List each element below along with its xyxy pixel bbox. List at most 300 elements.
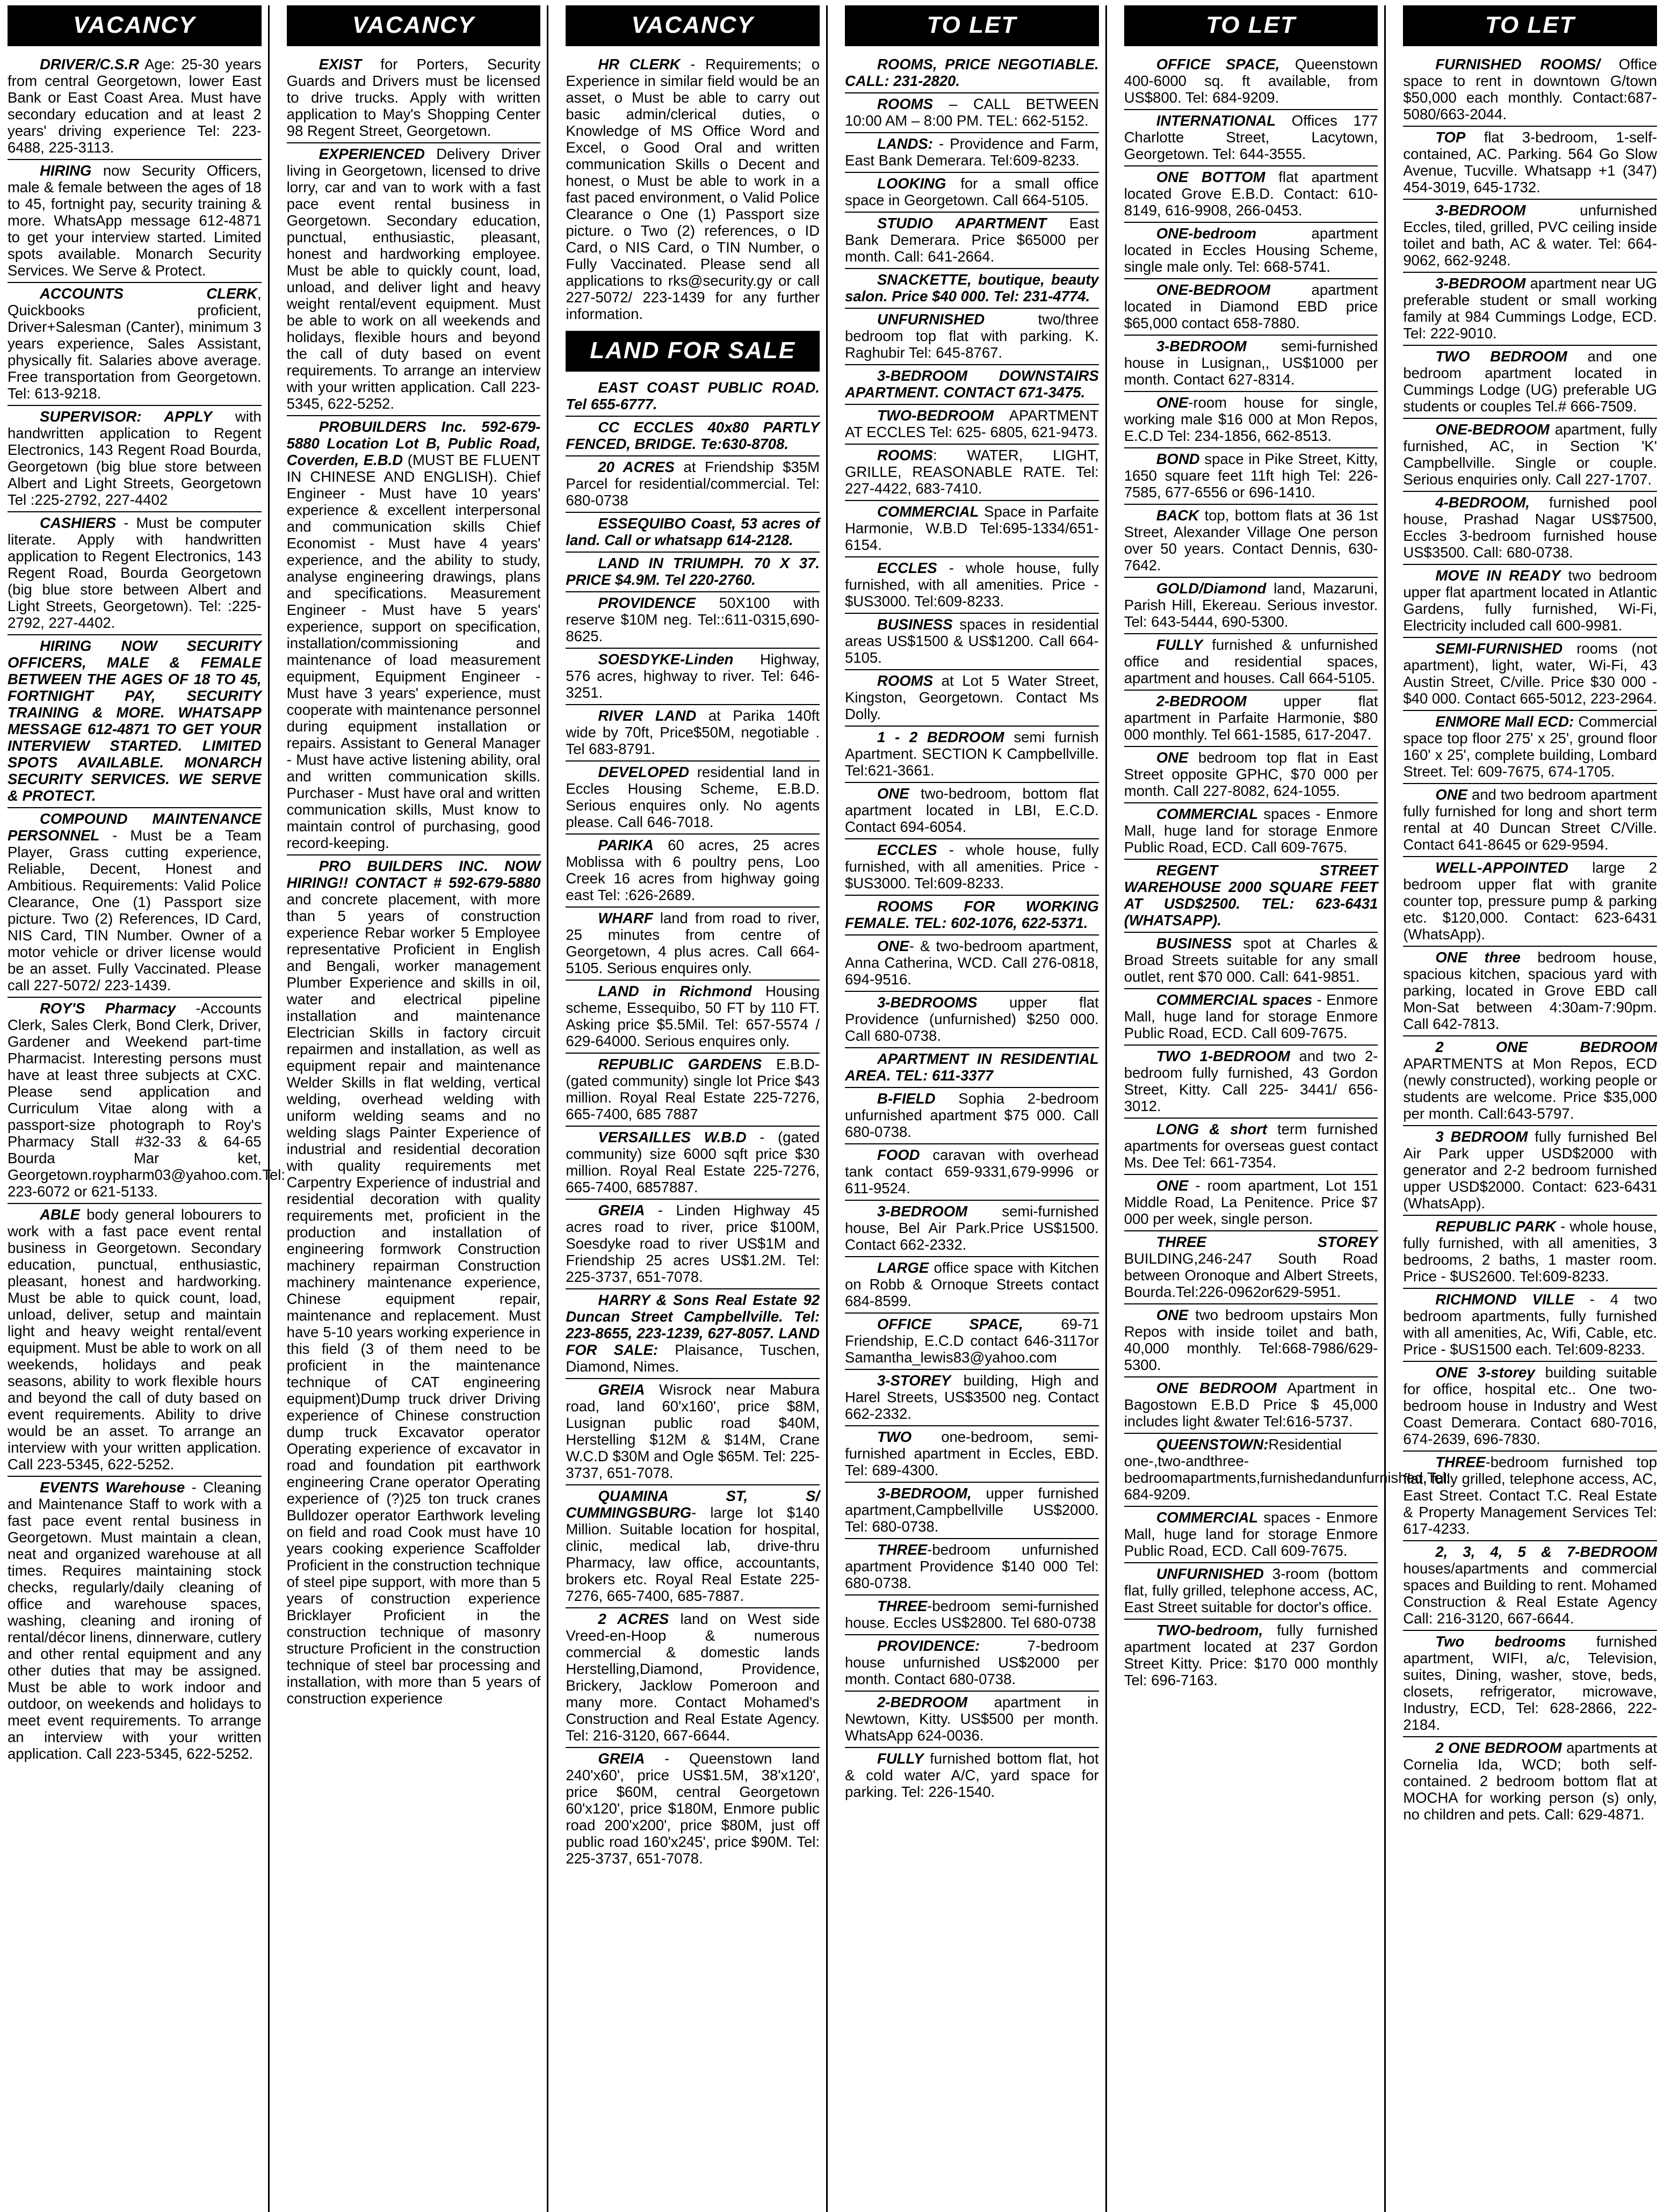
- ad-keyword: 2 ONE BEDROOM: [1435, 1039, 1658, 1055]
- ad-keyword: COMMERCIAL: [1156, 1509, 1258, 1526]
- ad-text: -Accounts Clerk, Sales Clerk, Bond Clerk, Driver, Gardener and Weekend part-time Pharmacist. Interesting persons must have at least three subjects at CXC. Please send application and Curriculum Vitae along with a passport-size photograph to Roy's Pharmacy Stall #32-33 & 64-65 Bourda Mar ket, Georgetown.roypharm03@yahoo.com.Tel: 223-6072 or 621-5133.: [8, 1000, 286, 1200]
- ad-text: flat 3-bedroom, 1-self-contained, AC. Parking. 564 Go Slow Avenue, Tucville. Whatsapp +1 (347) 454-3019, 645-1732.: [1403, 129, 1658, 195]
- ad-text: now Security Officers, male & female between the ages of 18 to 45, fortnight pay, security training & more. WhatsApp message 612-4871 to get your interview started. Limited spots available. Monarch Security Services. We Serve & Protect.: [8, 162, 262, 279]
- ad-keyword: SOESDYKE-Linden: [598, 651, 734, 668]
- classified-ad: [566, 1379, 820, 1485]
- ad-text: body general lobourers to work with a fast pace event rental business in Georgetown. Secondary education, punctual, enthusiastic, pleasant, honest and hardworking. Must be able to quick count, load, unload, deliver, setup and maintain light and heavy weight rental/event equipment. Must be able to work on all weekends, holidays and peak seasons, ability to work flexible hours and beyond the call of duty based on event requirements. Ability to drive would be an asset. To arrange an interview with your written application. Call 223-5345, 622-5252.: [8, 1206, 262, 1473]
- ad-keyword: 3 BEDROOM: [1435, 1128, 1528, 1145]
- ad-keyword: ONE: [877, 785, 909, 802]
- ad-text: - Must be a Team Player, Grass cutting experience, Reliable, Decent, Honest and Ambitious. Requirements: Valid Police Clearance, One (1) Passport size picture. Two (2) References, ID Card, NIS Card, TIN Number. Owner of a motor vehicle or driver license would be an asset. Fully Vaccinated. Please call 227-5072/ 223-1439.: [8, 827, 262, 993]
- ad-keyword: THREE: [877, 1541, 928, 1558]
- ad-text: Offices 177 Charlotte Street, Lacytown, Georgetown. Tel: 644-3555.: [1124, 112, 1378, 162]
- ad-text: - room apartment, Lot 151 Middle Road, La Penitence. Price $7 000 per week, single person.: [1124, 1177, 1378, 1227]
- classified-ad: [845, 93, 1099, 133]
- classified-ad: [1124, 392, 1378, 448]
- classified-ad: [1124, 448, 1378, 505]
- section-header: TO LET: [845, 5, 1099, 46]
- ad-keyword: 4-BEDROOM,: [1435, 494, 1530, 511]
- ad-text: - Cleaning and Maintenance Staff to work with a fast pace event rental business in Georgetown. Must maintain a clean, neat and organized warehouse at all times. Requires maintaining stock checks, regularly/daily cleaning of office and warehouse spaces, washing, cleaning and ironing of rental/décor linens, dinnerware, cutlery and other rental equipment and any other duties that may be assigned. Must be able to work indoor and outdoor, on weekends and holidays to meet event requirements. To arrange an interview with your written application. Call 223-5345, 622-5252.: [8, 1479, 262, 1762]
- classified-ad: [845, 614, 1099, 670]
- ad-text: - Must be computer literate. Apply with handwritten application to Regent Electronics, 143 Regent Road, Bourda Georgetown (big blue store between Albert and Light Streets, Georgetown). Tel: :225-2792, 227-4402.: [8, 514, 262, 631]
- classified-ad: [1403, 54, 1657, 127]
- ad-text: apartment, fully furnished, AC, in Section 'K' Campbellville. Single or couple. Serious enquiries only. Call 227-1707.: [1403, 421, 1658, 488]
- ad-keyword: ONE: [1435, 786, 1467, 803]
- classified-ad: [1124, 933, 1378, 989]
- ad-text: - Requirements; o Experience in similar field would be an asset, o Must be able to carry out basic admin/clerical duties, o Knowledge of MS Office Word and Excel, o Good Oral and written communication Skills o Decent and honest, o Must be able to work in a fast paced environment, o Valid Police Clearance o One (1) Passport size picture. o Two (2) references, o ID Card, o NIS Card, o TIN Number, o Fully Vaccinated. Please send all applications to rks@security.gy or call 227-5072/ 223-1439 for any further information.: [566, 56, 820, 322]
- classified-ad: [1403, 1452, 1657, 1541]
- ad-text: East Bank Demerara. Price $65000 per month. Call: 641-2664.: [845, 215, 1099, 265]
- ad-keyword: WHARF: [598, 910, 653, 926]
- ad-text: Highway, 576 acres, highway to river. Tel: 646-3251.: [566, 651, 820, 701]
- classified-ad: [1124, 1434, 1450, 1507]
- ad-keyword: APARTMENT IN RESIDENTIAL AREA. TEL: 611-3377: [845, 1050, 1099, 1084]
- ad-keyword: ROOMS FOR WORKING FEMALE. TEL: 602-1076, 622-5371.: [845, 898, 1099, 931]
- classified-ad: [1124, 1304, 1378, 1377]
- ad-text: two/three bedroom top flat with parking. K. Raghubir Tel: 645-8767.: [845, 311, 1099, 361]
- classified-ad: [566, 1485, 820, 1608]
- ad-text: APARTMENTS at Mon Repos, ECD (newly constructed), working people or students are welcome. Price $35,000 per month. Call:643-5797.: [1403, 1055, 1658, 1122]
- ad-text: 69-71 Friendship, E.C.D contact 646-3117or Samantha_lewis83@yahoo.com: [845, 1316, 1099, 1366]
- classified-ad: [845, 501, 1099, 557]
- classified-ad: [1124, 634, 1378, 691]
- classified-ad: [287, 143, 541, 416]
- ad-text: - (gated community) size 6000 sqft price $30 million. Royal Real Estate 225-7276, 665-7400, 6857887.: [566, 1129, 820, 1195]
- classified-ad: [845, 1144, 1099, 1201]
- classified-ad: [845, 1692, 1099, 1748]
- classified-ad: [566, 705, 820, 761]
- ad-keyword: ONE 3-storey: [1435, 1364, 1535, 1381]
- ad-list: [845, 54, 1099, 1803]
- classified-ad: [845, 727, 1099, 783]
- ad-text: at Friendship $35M Parcel for residential/commercial. Tel: 680-0738: [566, 459, 820, 509]
- ad-keyword: 3-STOREY: [877, 1372, 951, 1389]
- classified-ad: [845, 557, 1099, 614]
- classified-ad: [1403, 638, 1657, 711]
- ad-text: Queenstown 400-6000 sq. ft available, from US$800. Tel: 684-9209.: [1124, 56, 1378, 106]
- ad-keyword: ECCLES: [877, 842, 937, 858]
- ad-keyword: GREIA: [598, 1202, 645, 1219]
- ad-keyword: COMMERCIAL: [877, 503, 979, 520]
- ad-keyword: DRIVER/C.S.R: [40, 56, 139, 72]
- ad-keyword: ONE: [1156, 1307, 1189, 1323]
- ad-text: land, Mazaruni, Parish Hill, Ekereau. Serious investor. Tel: 643-5444, 690-5300.: [1124, 580, 1378, 630]
- classified-ad: [1124, 1046, 1378, 1119]
- ad-keyword: ENMORE Mall ECD:: [1435, 713, 1574, 730]
- ad-keyword: HR CLERK: [598, 56, 681, 72]
- classified-ad: [1124, 578, 1378, 634]
- column-to-let-1: [845, 5, 1107, 2212]
- ad-text: flat apartment located Grove E.B.D. Contact: 610-8149, 616-9908, 266-0453.: [1124, 169, 1378, 219]
- ad-text: apartment located in Eccles Housing Scheme, single male only. Tel: 668-5741.: [1124, 225, 1378, 275]
- ad-text: furnished & unfurnished office and residential spaces, apartment and houses. Call 664-5105.: [1124, 636, 1378, 686]
- classified-ad: [845, 54, 1099, 93]
- ad-keyword: RICHMOND VILLE: [1435, 1291, 1574, 1308]
- ad-keyword: 3-BEDROOM DOWNSTAIRS APARTMENT. CONTACT 671-3475.: [845, 367, 1099, 401]
- classified-ad: [1403, 346, 1657, 419]
- ad-keyword: FULLY: [1156, 636, 1203, 653]
- classified-ad: [8, 635, 262, 808]
- ad-text: apartments at Cornelia Ida, WCD; both self-contained. 2 bedroom bottom flat at MOCHA for working person (s) only, no children and pets. Call: 629-4871.: [1403, 1739, 1658, 1823]
- classified-ad: [845, 670, 1099, 727]
- ad-text: with handwritten application to Regent Electronics, 143 Regent Road Bourda, Georgetown (big blue store between Albert and Light Streets, Georgetown Tel :225-2792, 227-4402: [8, 408, 262, 508]
- classified-ad: [8, 1204, 262, 1477]
- ad-text: caravan with overhead tank contact 659-9331,679-9996 or 611-9524.: [845, 1147, 1099, 1196]
- ad-keyword: UNFURNISHED: [1156, 1565, 1264, 1582]
- classified-ad: [8, 283, 262, 406]
- ad-text: spaces - Enmore Mall, huge land for storage Enmore Public Road, ECD. Call 609-7675.: [1124, 806, 1378, 855]
- ad-text: -bedroom semi-furnished house. Eccles US$2800. Tel 680-0738: [845, 1598, 1099, 1631]
- ad-text: (MUST BE FLUENT IN CHINESE AND ENGLISH). Chief Engineer - Must have 10 years' experience & excellent interpersonal and communication skills Chief Economist - Must have 4 years' experience, and the ability to study, analyse engineering drawings, plans and specifications. Measurement Engineer - Must have 5 years' experience, support on specification, installation/commissioning and maintenance of load measurement equipment, Equipment Engineer - Must have 3 years' experience, must cooperate with maintenance personnel during equipment installation or repairs. Assistant to General Manager - Must have active listening ability, oral and written communication skills. Purchaser - Must have oral and written communication skills, Must know to maintain control of purchasing, good record-keeping.: [286, 452, 541, 851]
- ad-text: - whole house, fully furnished, with all amenities. Price - $US3000. Tel:609-8233.: [845, 560, 1099, 610]
- ad-keyword: 2 ACRES: [598, 1611, 669, 1627]
- classified-ad: [8, 160, 262, 283]
- ad-keyword: ABLE: [40, 1206, 80, 1223]
- ad-keyword: 2, 3, 4, 5 & 7-BEDROOM: [1435, 1543, 1658, 1560]
- ad-text: large 2 bedroom upper flat with granite counter top, pressure pump & parking etc. $120,000. Contact: 623-6431 (WhatsApp).: [1403, 859, 1658, 942]
- ad-keyword: PARIKA: [598, 837, 654, 853]
- ad-keyword: ESSEQUIBO Coast, 53 acres of land. Call or whatsapp 614-2128.: [566, 515, 820, 548]
- ad-list: [1124, 54, 1450, 1692]
- ad-keyword: FURNISHED ROOMS/: [1435, 56, 1601, 72]
- ad-keyword: 3-BEDROOMS: [877, 994, 978, 1011]
- ad-keyword: FOOD: [877, 1147, 920, 1163]
- classified-ad: [845, 1048, 1099, 1088]
- section-header: VACANCY: [287, 5, 541, 46]
- ad-keyword: SEMI-FURNISHED: [1435, 640, 1563, 657]
- ad-keyword: PRO BUILDERS INC. NOW HIRING!! CONTACT # 592-679-5880: [286, 858, 541, 891]
- ad-list: [566, 54, 820, 325]
- ad-keyword: ONE three: [1435, 949, 1521, 966]
- ad-text: E.B.D- (gated community) single lot Price $43 million. Royal Real Estate 225-7276, 665-7400, 685 7887: [566, 1056, 820, 1122]
- ad-keyword: THREE STOREY: [1156, 1234, 1378, 1250]
- ad-keyword: ROOMS, PRICE NEGOTIABLE. CALL: 231-2820.: [845, 56, 1099, 89]
- ad-text: bedroom top flat in East Street opposite GPHC, $70 000 per month. Call 227-8082, 624-1055.: [1124, 749, 1378, 799]
- ad-text: furnished pool house, Prashad Nagar US$7500, Eccles 3-bedroom furnished house US$3500. Call: 680-0738.: [1403, 494, 1658, 561]
- ad-keyword: SNACKETTE, boutique, beauty salon. Price $40 000. Tel: 231-4774.: [845, 271, 1099, 304]
- classified-ad: [1403, 1631, 1657, 1737]
- ad-keyword: EVENTS Warehouse: [40, 1479, 185, 1496]
- ad-text: and one bedroom apartment located in Cummings Lodge (UG) preferable UG students or couples Tel.# 666-7509.: [1403, 348, 1658, 415]
- ad-keyword: Two bedrooms: [1435, 1633, 1566, 1650]
- classified-ad: [566, 1748, 820, 1870]
- ad-list: [287, 54, 541, 1710]
- ad-text: term furnished apartments for overseas guest contact Ms. Dee Tel: 661-7354.: [1124, 1121, 1378, 1171]
- ad-text: Wisrock near Mabura road, land 60'x160', price $8M, Lusignan public road $40M, Herstelling $12M & $14M, Crane W.C.D $30M and Ogle $65M. Tel: 225-3737, 651-7078.: [566, 1381, 820, 1481]
- ad-keyword: BACK: [1156, 507, 1199, 524]
- classified-ad: [8, 406, 262, 512]
- classified-ad: [566, 592, 820, 649]
- ad-keyword: ONE: [1156, 394, 1189, 411]
- ad-keyword: ONE BEDROOM: [1156, 1380, 1277, 1396]
- ad-text: for a small office space in Georgetown. Call 664-5105.: [845, 175, 1099, 208]
- classified-ad: [287, 54, 541, 143]
- ad-keyword: 2-BEDROOM: [877, 1694, 968, 1710]
- ad-keyword: INTERNATIONAL: [1156, 112, 1276, 129]
- ad-keyword: TWO-BEDROOM: [877, 407, 994, 424]
- ad-keyword: THREE: [1435, 1454, 1486, 1470]
- classified-ad: [566, 377, 820, 417]
- classified-ad: [1124, 1620, 1378, 1692]
- ad-text: for Porters, Security Guards and Drivers must be licensed to drive trucks. Apply with written application to May's Shopping Center 98 Regent Street, Georgetown.: [286, 56, 541, 139]
- ad-keyword: REGENT STREET WAREHOUSE 2000 SQUARE FEET AT USD$2500. TEL: 623-6431 (WHATSAPP).: [1124, 862, 1378, 929]
- ad-keyword: GREIA: [598, 1381, 645, 1398]
- ad-keyword: ONE: [1156, 749, 1189, 766]
- ad-keyword: ROOMS: [877, 96, 933, 112]
- classified-ad: [845, 992, 1099, 1048]
- ad-text: apartment in Newtown, Kitty. US$500 per month. WhatsApp 624-0036.: [845, 1694, 1099, 1744]
- ad-keyword: TOP: [1435, 129, 1466, 146]
- classified-ad: [845, 1201, 1099, 1257]
- ad-text: Residential one-,two-andthree-bedroomapartments,furnishedandunfurnished.Tel: 684-9209.: [1124, 1436, 1450, 1503]
- ad-text: top, bottom flats at 36 1st Street, Alexander Village One person over 50 years. Contact Dennis, 630-7642.: [1124, 507, 1378, 574]
- ad-keyword: ROOMS: [877, 672, 933, 689]
- ad-text: - Linden Highway 45 acres road to river, price $100M, Soesdyke road to river US$1M and Friendship 25 acres US$1.2M. Tel: 225-3737, 651-7078.: [566, 1202, 820, 1285]
- ad-text: Commercial space top floor 275' x 25', ground floor 160' x 25', complete building, Lombard Street. Tel: 609-7675, 674-1705.: [1403, 713, 1658, 780]
- ad-text: upper furnished apartment,Campbellville US$2000. Tel: 680-0738.: [845, 1485, 1099, 1535]
- ad-text: -room house for single, working male $16 000 at Mon Repos, E.C.D Tel: 234-1856, 662-8513.: [1124, 394, 1378, 444]
- classified-ad: [845, 365, 1099, 405]
- classified-ad: [566, 1608, 820, 1748]
- ad-keyword: PROVIDENCE:: [877, 1637, 980, 1654]
- classified-ad: [1124, 1377, 1378, 1434]
- classified-ad: [845, 839, 1099, 896]
- ad-text: Space in Parfaite Harmonie, W.B.D Tel:695-1334/651-6154.: [845, 503, 1099, 553]
- ad-keyword: EXPERIENCED: [319, 146, 425, 162]
- column-vacancy-2: [287, 5, 549, 2212]
- ad-text: two bedroom upper flat apartment located in Atlantic Gardens, fully furnished, Wi-Fi, Electricity included call 600-9981.: [1403, 567, 1658, 634]
- ad-keyword: 2 ONE BEDROOM: [1435, 1739, 1562, 1756]
- ad-text: - Queenstown land 240'x60', price US$1.5M, 38'x120', price $60M, central Georgetown 60'x120', price $180M, Enmore public road 200'x200', price $80M, just off public road 160'x245', price $90M. Tel: 225-3737, 651-7078.: [566, 1750, 820, 1867]
- classified-ad: [1403, 1289, 1657, 1362]
- ad-keyword: ONE-bedroom: [1156, 225, 1257, 242]
- ad-text: Office space to rent in downtown G/town $50,000 each monthly. Contact:687-5080/663-2044.: [1403, 56, 1658, 122]
- ad-keyword: STUDIO APARTMENT: [877, 215, 1047, 231]
- ad-text: spaces - Enmore Mall, huge land for storage Enmore Public Road, ECD. Call 609-7675.: [1124, 1509, 1378, 1559]
- classified-ad: [845, 1748, 1099, 1803]
- ad-text: - 4 two bedroom apartments, fully furnished with all amenities, Ac, Wifi, Cable, etc. Price - $US1500 each. Tel:609-8233.: [1403, 1291, 1658, 1358]
- classified-ad: [1124, 223, 1378, 279]
- classified-ad: [845, 213, 1099, 269]
- classified-ad: [566, 649, 820, 705]
- ad-keyword: UNFURNISHED: [877, 311, 985, 328]
- ad-keyword: 3-BEDROOM: [877, 1203, 968, 1220]
- ad-text: - whole house, fully furnished, with all amenities, 3 bedrooms, 2 baths, 1 master room. Price - $US2600. Tel:609-8233.: [1403, 1218, 1658, 1285]
- classified-ad: [1403, 857, 1657, 947]
- ad-keyword: LOOKING: [877, 175, 946, 192]
- classified-ad: [8, 998, 286, 1204]
- classified-ad: [566, 54, 820, 325]
- ad-text: , Quickbooks proficient, Driver+Salesman (Canter), minimum 3 years experience, Sales Assistant, physically fit. Salaries above average. Free transportation from Georgetown. Tel: 613-9218.: [8, 285, 262, 402]
- classified-ad: [1403, 1216, 1657, 1289]
- ad-keyword: BOND: [1156, 451, 1200, 467]
- classified-ad: [287, 855, 541, 1710]
- classified-ad: [1403, 273, 1657, 346]
- ad-text: at Lot 5 Water Street, Kingston, Georgetown. Contact Ms Dolly.: [845, 672, 1099, 722]
- classified-ad: [1124, 54, 1378, 110]
- ad-keyword: VERSAILLES W.B.D: [598, 1129, 747, 1145]
- ad-keyword: COMMERCIAL: [1156, 806, 1258, 822]
- classified-ad: [845, 269, 1099, 309]
- ad-keyword: SUPERVISOR: APPLY: [40, 408, 212, 425]
- ad-keyword: THREE: [877, 1598, 928, 1614]
- ad-text: spot at Charles & Broad Streets suitable for any small outlet, rent $70 000. Call: 641-9851.: [1124, 935, 1378, 985]
- classified-ad: [1403, 492, 1657, 565]
- classified-ad: [1124, 1507, 1378, 1563]
- ad-keyword: RIVER LAND: [598, 707, 697, 724]
- ad-text: - large lot $140 Million. Suitable location for hospital, clinic, medical lab, drive-thru Pharmacy, law office, accountants, brokers etc. Royal Real Estate 225-7276, 665-7400, 685-7887.: [566, 1504, 820, 1604]
- ad-keyword: ONE-BEDROOM: [1435, 421, 1550, 438]
- ad-text: fully furnished Bel Air Park upper USD$2000 with generator and 2-2 bedroom furnished upper USD$2000. Contact: 623-6431 (WhatsApp).: [1403, 1128, 1658, 1212]
- ad-text: Sophia 2-bedroom unfurnished apartment $75 000. Call 680-0738.: [845, 1090, 1099, 1140]
- ad-keyword: HIRING: [40, 162, 92, 179]
- classified-ad: [1403, 1737, 1657, 1826]
- ad-keyword: COMMERCIAL spaces: [1156, 991, 1313, 1008]
- ad-text: Housing scheme, Essequibo, 50 FT by 110 FT. Asking price $5.5Mil. Tel: 657-5574 / 629-64000. Serious enquires only.: [566, 983, 820, 1049]
- ad-keyword: LANDS:: [877, 135, 933, 152]
- ad-text: 7-bedroom house unfurnished US$2000 per month. Contact 680-0738.: [845, 1637, 1099, 1687]
- classified-ad: [845, 935, 1099, 992]
- classified-ad: [1403, 565, 1657, 638]
- ad-keyword: CC ECCLES 40x80 PARTLY FENCED, BRIDGE. Te:630-8708.: [566, 419, 820, 452]
- ad-keyword: LARGE: [877, 1259, 929, 1276]
- ad-keyword: MOVE IN READY: [1435, 567, 1561, 584]
- classified-ad: [845, 309, 1099, 365]
- ad-keyword: DEVELOPED: [598, 764, 689, 780]
- ad-keyword: COMPOUND MAINTENANCE PERSONNEL: [8, 810, 262, 844]
- ad-keyword: ONE: [877, 938, 909, 954]
- classified-ad: [1124, 747, 1378, 803]
- ad-text: : WATER, LIGHT, GRILLE, REASONABLE RATE. Tel: 227-4422, 683-7410.: [845, 447, 1099, 497]
- classified-ad: [845, 1257, 1099, 1314]
- ad-keyword: LAND IN TRIUMPH. 70 X 37. PRICE $4.9M. Tel 220-2760.: [566, 555, 820, 588]
- classified-ad: [1124, 1231, 1378, 1304]
- classified-ad: [8, 1477, 262, 1765]
- ad-keyword: 3-BEDROOM: [1156, 338, 1247, 354]
- classified-ad: [845, 1088, 1099, 1144]
- classified-ad: [566, 417, 820, 456]
- ad-keyword: 1 - 2 BEDROOM: [877, 729, 1004, 745]
- ad-list: [8, 54, 286, 1765]
- ad-list: [1403, 54, 1657, 1826]
- classified-ad: [566, 835, 820, 908]
- ad-text: Plaisance, Tuschen, Diamond, Nimes.: [566, 1341, 820, 1375]
- ad-keyword: TWO: [877, 1428, 912, 1445]
- classified-ad: [8, 54, 262, 160]
- classified-ad: [566, 1054, 820, 1127]
- ad-keyword: REPUBLIC PARK: [1435, 1218, 1556, 1235]
- ad-keyword: REPUBLIC GARDENS: [598, 1056, 762, 1072]
- ad-keyword: ACCOUNTS CLERK: [40, 285, 258, 302]
- classified-ad: [1124, 989, 1378, 1046]
- ad-text: building, High and Harel Streets, US$3500 neg. Contact 662-2332.: [845, 1372, 1099, 1422]
- classified-ad: [566, 981, 820, 1054]
- ad-keyword: QUAMINA ST, S/ CUMMINGSBURG: [566, 1488, 820, 1521]
- ad-text: semi-furnished house, Bel Air Park.Price US$1500. Contact 662-2332.: [845, 1203, 1099, 1253]
- ad-text: one-bedroom, semi-furnished apartment in Eccles, EBD. Tel: 689-4300.: [845, 1428, 1099, 1478]
- section-header: TO LET: [1403, 5, 1657, 46]
- ad-text: 3-room (bottom flat, fully grilled, telephone access, AC, East Street suitable for doctor's office.: [1124, 1565, 1378, 1615]
- ad-keyword: TWO BEDROOM: [1435, 348, 1567, 365]
- ad-text: -bedroom furnished top flat, fully grilled, telephone access, AC, East Street. Contact T.C. Real Estate & Property Management Services Tel: 617-4233.: [1403, 1454, 1658, 1537]
- ad-keyword: ROY'S Pharmacy: [40, 1000, 176, 1017]
- ad-text: and two bedroom apartment fully furnished for long and short term rental at 40 Duncan Street C/Ville. Contact 641-8645 or 629-9594.: [1403, 786, 1658, 853]
- classified-ad: [845, 1314, 1099, 1370]
- ad-keyword: PROBUILDERS Inc. 592-679-5880 Location Lot B, Public Road, Coverden, E.B.D: [286, 418, 541, 468]
- classified-ad: [1124, 279, 1378, 336]
- ad-text: houses/apartments and commercial spaces and Building to rent. Mohamed Construction & Real Estate Agency Call: 216-3120, 667-6644.: [1403, 1560, 1658, 1627]
- ad-text: upper flat Providence (unfurnished) $250 000. Call 680-0738.: [845, 994, 1099, 1044]
- ad-text: at Parika 140ft wide by 70ft, Price$50M, negotiable . Tel 683-8791.: [566, 707, 820, 757]
- ad-text: two-bedroom, bottom flat apartment located in LBI, E.C.D. Contact 694-6054.: [845, 785, 1099, 835]
- ad-text: bedroom house, spacious kitchen, spacious yard with parking, located in Grove EBD call Mon-Sat between 4:30am-7:90pm. Call 642-7813.: [1403, 949, 1658, 1032]
- ad-text: BUILDING,246-247 South Road between Oronoque and Albert Streets, Bourda.Tel:226-0962or629-5951.: [1124, 1250, 1378, 1300]
- ad-text: – CALL BETWEEN 10:00 AM – 8:00 PM. TEL: 662-5152.: [845, 96, 1099, 129]
- classified-ad: [845, 173, 1099, 213]
- land-for-sale-header: LAND FOR SALE: [566, 331, 820, 372]
- column-to-let-2: [1124, 5, 1450, 2212]
- ad-text: 50X100 with reserve $10M neg. Tel::611-0315,690-8625.: [566, 594, 820, 644]
- ad-text: rooms (not apartment), light, water, Wi-Fi, 43 Austin Street, C/ville. Price $30 000 - $40 000. Contact 665-5012, 223-2964.: [1403, 640, 1658, 707]
- ad-text: APARTMENT AT ECCLES Tel: 625- 6805, 621-9473.: [845, 407, 1099, 440]
- ad-text: 60 acres, 25 acres Moblissa with 6 poultry pens, Loo Creek 16 acres from highway going east Tel: :626-2689.: [566, 837, 820, 903]
- ad-text: space in Pike Street, Kitty, 1650 square feet 11ft high Tel: 226-7585, 677-6556 or 696-1410.: [1124, 451, 1378, 501]
- ad-text: apartment near UG preferable student or small working family at 984 Cummings Lodge, ECD. Tel: 222-9010.: [1403, 275, 1658, 342]
- classified-ad: [566, 513, 820, 553]
- ad-keyword: 3-BEDROOM: [1435, 202, 1526, 219]
- classified-ad: [566, 1127, 820, 1200]
- ad-text: semi-furnished house in Lusignan,, US$1000 per month. Contact 627-8314.: [1124, 338, 1378, 388]
- classified-ad: [287, 416, 541, 855]
- classified-ad: [845, 405, 1099, 445]
- ad-text: and concrete placement, with more than 5 years of construction experience Rebar worker 5 Employee representative Proficient in English and Bengali, worker management Plumber Experience and skills in oil, water and electrical pipeline installation and maintenance Electrician Skills in factory circuit repairmen and installation, as well as equipment repair and maintenance Welder Skills in flat welding, vertical welding, overhead welding with uniform welding seams and no welding slags Painter Experience of industrial and residential decoration with quality requirements met Carpentry Experience of industrial and residential decoration with quality requirements met, proficient in the production and installation of engineering formwork Construction machinery repairman Construction machinery maintenance experience, Chinese equipment repair, maintenance and replacement. Must have 5-10 years working experience in this field (3 of them need to be proficient in the maintenance technique of CAT engineering equipment)Dump truck driver Driving experience of Chinese construction dump truck Excavator operator Operating experience of excavator in road and foundation pit earthwork engineering Crane operator Operating experience of (?)25 ton truck cranes Bulldozer operator Earthwork leveling on field and road Cook must have 10 years cooking experience Scaffolder Proficient in the construction technique of steel pipe support, with more than 5 years of construction experience Bricklayer Proficient in the construction technique of masonry structure Proficient in the construction technique of steel bar processing and installation, with more than 5 years of construction experience: [286, 891, 541, 1707]
- ad-text: and two 2-bedroom fully furnished, 43 Gordon Street, Kitty. Call 225- 3441/ 656-3012.: [1124, 1048, 1378, 1114]
- classified-ad: [1124, 505, 1378, 578]
- classified-ad: [1403, 1126, 1657, 1216]
- ad-keyword: EAST COAST PUBLIC ROAD. Tel 655-6777.: [566, 379, 820, 412]
- ad-text: spaces in residential areas US$1500 & US$1200. Call 664-5105.: [845, 616, 1099, 666]
- ad-text: - whole house, fully furnished, with all amenities. Price - $US3000. Tel:609-8233.: [845, 842, 1099, 891]
- ad-text: two bedroom upstairs Mon Repos with inside toilet and bath, 40,000 monthly. Tel:668-7986/629-5300.: [1124, 1307, 1378, 1373]
- classified-ad: [845, 1595, 1099, 1635]
- ad-text: - Enmore Mall, huge land for storage Enmore Public Road, ECD. Call 609-7675.: [1124, 991, 1378, 1041]
- ad-text: land on West side Vreed-en-Hoop & numerous commercial & domestic lands Herstelling,Diamond, Providence, Brickery, Jacklow Pomeroon and many more. Contact Mohamed's Construction and Real Estate Agency. Tel: 216-3120, 667-6644.: [566, 1611, 820, 1744]
- ad-keyword: CASHIERS: [40, 514, 117, 531]
- ad-text: residential land in Eccles Housing Scheme, E.B.D. Serious enquires only. No agents please. Call 646-7018.: [566, 764, 820, 830]
- ad-keyword: OFFICE SPACE,: [877, 1316, 1023, 1332]
- ad-text: furnished apartment, WIFI, a/c, Television, suites, Dining, washer, stove, beds, closets, refrigerator, microwave, Industry, ECD, Tel: 628-2866, 222-2184.: [1403, 1633, 1658, 1733]
- classified-ad: [845, 1539, 1099, 1595]
- ad-text: land from road to river, 25 minutes from centre of Georgetown, 4 plus acres. Call 664-5105. Serious enquires only.: [566, 910, 820, 976]
- ad-keyword: GREIA: [598, 1750, 645, 1767]
- classified-ad: [1403, 1541, 1657, 1631]
- ad-keyword: 3-BEDROOM,: [877, 1485, 972, 1502]
- section-header: VACANCY: [8, 5, 262, 46]
- ad-keyword: ONE: [1156, 1177, 1189, 1194]
- ad-keyword: 20 ACRES: [598, 459, 675, 475]
- ad-keyword: QUEENSTOWN:: [1156, 1436, 1269, 1453]
- ad-keyword: 2-BEDROOM: [1156, 693, 1247, 709]
- ad-keyword: LAND in Richmond: [598, 983, 752, 999]
- ad-keyword: ECCLES: [877, 560, 937, 576]
- ad-text: furnished bottom flat, hot & cold water A/C, yard space for parking. Tel: 226-1540.: [845, 1750, 1099, 1800]
- ad-keyword: BUSINESS: [1156, 935, 1232, 952]
- ad-text: building suitable for office, hospital etc.. One two-bedroom house in Industry and West Coast Demerara. Contact 680-7016, 674-2639, 696-7830.: [1403, 1364, 1658, 1447]
- classified-ad: [566, 1289, 820, 1379]
- ad-keyword: TWO 1-BEDROOM: [1156, 1048, 1290, 1064]
- ad-text: Delivery Driver living in Georgetown, licensed to drive lorry, car and van to work with a fast pace event rental business in Georgetown. Secondary education, punctual, enthusiastic, pleasant, honest and hardworking employee. Must be able to quickly count, load, unload, and deliver light and heavy weight rental/event equipment. Must be able to work on all weekends and holidays, flexible hours and beyond the call of duty based on event requirements. To arrange an interview with your written application. Call 223-5345, 622-5252.: [286, 146, 541, 412]
- classified-ad: [1403, 1362, 1657, 1452]
- classified-ad: [845, 1635, 1099, 1692]
